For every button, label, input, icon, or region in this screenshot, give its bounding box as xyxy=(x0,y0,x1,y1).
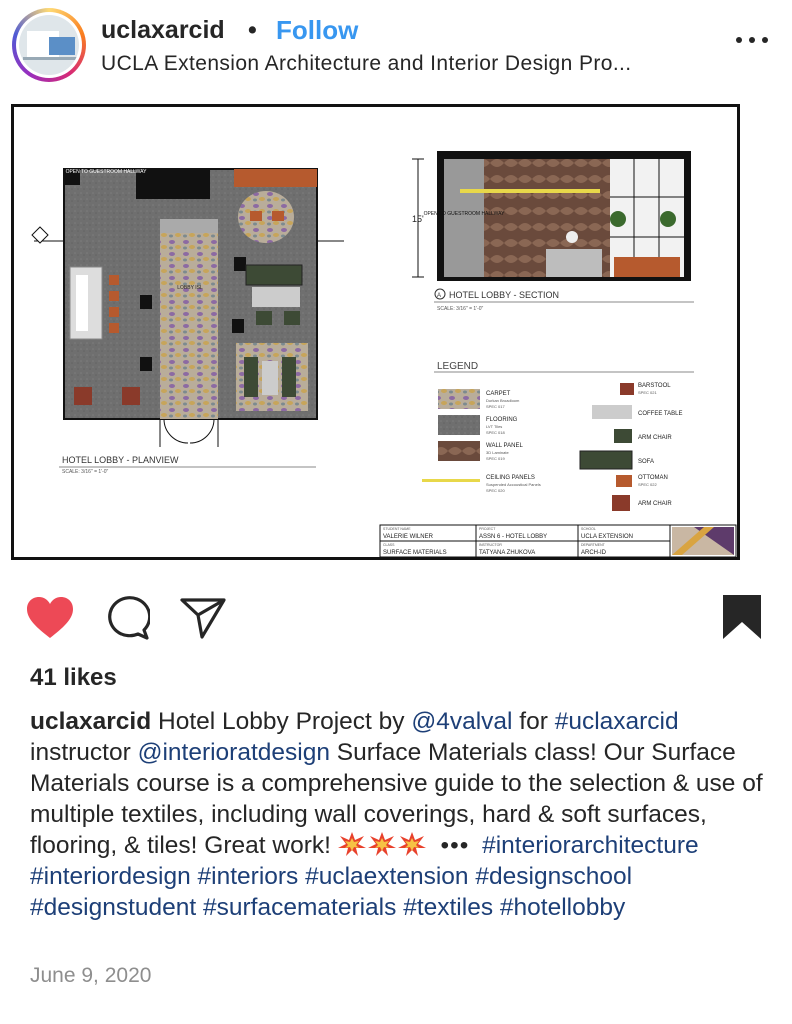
hashtag-link[interactable]: #textiles xyxy=(403,894,494,921)
section-title: HOTEL LOBBY - SECTION xyxy=(449,290,560,300)
svg-text:Durkan Broadloom: Durkan Broadloom xyxy=(486,398,520,403)
action-bar xyxy=(0,590,792,646)
comment-icon[interactable] xyxy=(104,596,150,640)
section-marker: A xyxy=(437,293,442,299)
share-icon[interactable] xyxy=(180,597,226,639)
section-height: 15' xyxy=(412,214,424,224)
caption: uclaxarcid Hotel Lobby Project by @4valval for #uclaxarcid instructor @interioratdesign Surface Materials class! Our Surface Materials course is a comprehensive guide to the selection & use of multiple textiles, including wall coverings, hard & soft surfaces, flooring, & tiles! Great work! ••• #interiorarchitecture #interiordesign #interiors #uclaextension #designschool #designstudent #surfacematerials #textiles #hotellobby xyxy=(30,708,763,921)
svg-text:SPEC 022: SPEC 022 xyxy=(638,482,657,487)
plan-lobby-label: LOBBY ISL xyxy=(177,285,203,291)
heart-icon[interactable] xyxy=(26,596,74,640)
svg-text:SPEC 020: SPEC 020 xyxy=(486,488,505,493)
titleblock-instructor: TATYANA ZHUKOVA xyxy=(479,550,536,556)
mention-link[interactable]: @interioratdesign xyxy=(137,739,330,766)
collision-emoji-icon xyxy=(368,832,396,856)
post-image[interactable] xyxy=(0,96,792,580)
svg-text:CLASS: CLASS xyxy=(383,543,395,547)
legend-ceiling: CEILING PANELS xyxy=(486,475,535,481)
plan-scale: SCALE: 3/16" = 1'-0" xyxy=(62,469,109,475)
plan-open-label: OPEN TO GUESTROOM HALLWAY xyxy=(65,169,147,175)
svg-text:3D Laminate: 3D Laminate xyxy=(486,450,509,455)
collision-emoji-icon xyxy=(398,832,426,856)
svg-text:OTTOMAN: OTTOMAN xyxy=(638,475,668,481)
hashtag-link[interactable]: #designschool xyxy=(475,863,633,890)
more-options-icon[interactable] xyxy=(734,30,770,50)
presentation-board xyxy=(11,104,740,560)
plan-title: HOTEL LOBBY - PLANVIEW xyxy=(62,455,179,465)
avatar[interactable] xyxy=(12,8,86,82)
section-scale: SCALE: 3/16" = 1'-0" xyxy=(437,306,484,312)
legend-wall-panel: WALL PANEL xyxy=(486,443,523,449)
svg-text:COFFEE TABLE: COFFEE TABLE xyxy=(638,411,683,417)
hashtag-link[interactable]: #surfacematerials xyxy=(203,894,397,921)
username-link[interactable]: uclaxarcid xyxy=(101,16,225,44)
hashtag-link[interactable]: #hotellobby xyxy=(499,894,626,921)
titleblock-department: ARCH-ID xyxy=(581,550,606,556)
hashtag-link[interactable]: #interiorarchitecture xyxy=(482,832,699,859)
hashtag-link[interactable]: #designstudent xyxy=(30,894,197,921)
svg-text:DEPARTMENT: DEPARTMENT xyxy=(581,543,605,547)
titleblock-project: ASSN 6 - HOTEL LOBBY xyxy=(479,534,548,540)
svg-text:SCHOOL: SCHOOL xyxy=(581,527,596,531)
svg-text:LVT Tiles: LVT Tiles xyxy=(486,424,503,429)
svg-text:Suspended Accoustical Panels: Suspended Accoustical Panels xyxy=(486,482,541,487)
svg-text:ARM CHAIR: ARM CHAIR xyxy=(638,435,672,441)
mention-link[interactable]: @4valval xyxy=(411,708,513,735)
svg-text:SOFA: SOFA xyxy=(638,459,655,465)
svg-text:INSTRUCTOR: INSTRUCTOR xyxy=(479,543,502,547)
post-date: June 9, 2020 xyxy=(30,964,152,987)
svg-text:SPEC 019: SPEC 019 xyxy=(486,456,505,461)
svg-text:BARSTOOL: BARSTOOL xyxy=(638,383,671,389)
svg-text:ARM CHAIR: ARM CHAIR xyxy=(638,501,672,507)
svg-text:SPEC 021: SPEC 021 xyxy=(638,390,657,395)
titleblock-student: VALERIE WILNER xyxy=(383,534,433,540)
svg-text:SPEC 017: SPEC 017 xyxy=(486,404,505,409)
section-open-label: OPEN TO GUESTROOM HALLWAY xyxy=(423,211,505,217)
follow-button[interactable]: Follow xyxy=(276,15,359,45)
caption-username[interactable]: uclaxarcid xyxy=(30,708,152,735)
post-header xyxy=(0,0,792,96)
hashtag-link[interactable]: #interiordesign xyxy=(30,863,191,890)
legend-flooring: FLOORING xyxy=(486,417,518,423)
hashtag-link[interactable]: #interiors xyxy=(197,863,299,890)
titleblock-school: UCLA EXTENSION xyxy=(581,534,634,540)
titleblock-class: SURFACE MATERIALS xyxy=(383,550,447,556)
more-caption-icon[interactable]: ••• xyxy=(440,832,470,859)
legend-carpet: CARPET xyxy=(486,391,511,397)
hashtag-link[interactable]: #uclaxarcid xyxy=(554,708,679,735)
likes-count[interactable]: 41 likes xyxy=(30,664,117,691)
separator-dot: • xyxy=(248,16,257,44)
collision-emoji-icon xyxy=(338,832,366,856)
hashtag-link[interactable]: #uclaextension xyxy=(305,863,469,890)
bookmark-icon[interactable] xyxy=(722,594,762,640)
svg-text:SPEC 018: SPEC 018 xyxy=(486,430,505,435)
svg-text:PROJECT: PROJECT xyxy=(479,527,496,531)
legend-title: LEGEND xyxy=(437,361,479,372)
account-name: UCLA Extension Architecture and Interior Design Pro... xyxy=(101,52,632,75)
svg-text:STUDENT NAME: STUDENT NAME xyxy=(383,527,411,531)
